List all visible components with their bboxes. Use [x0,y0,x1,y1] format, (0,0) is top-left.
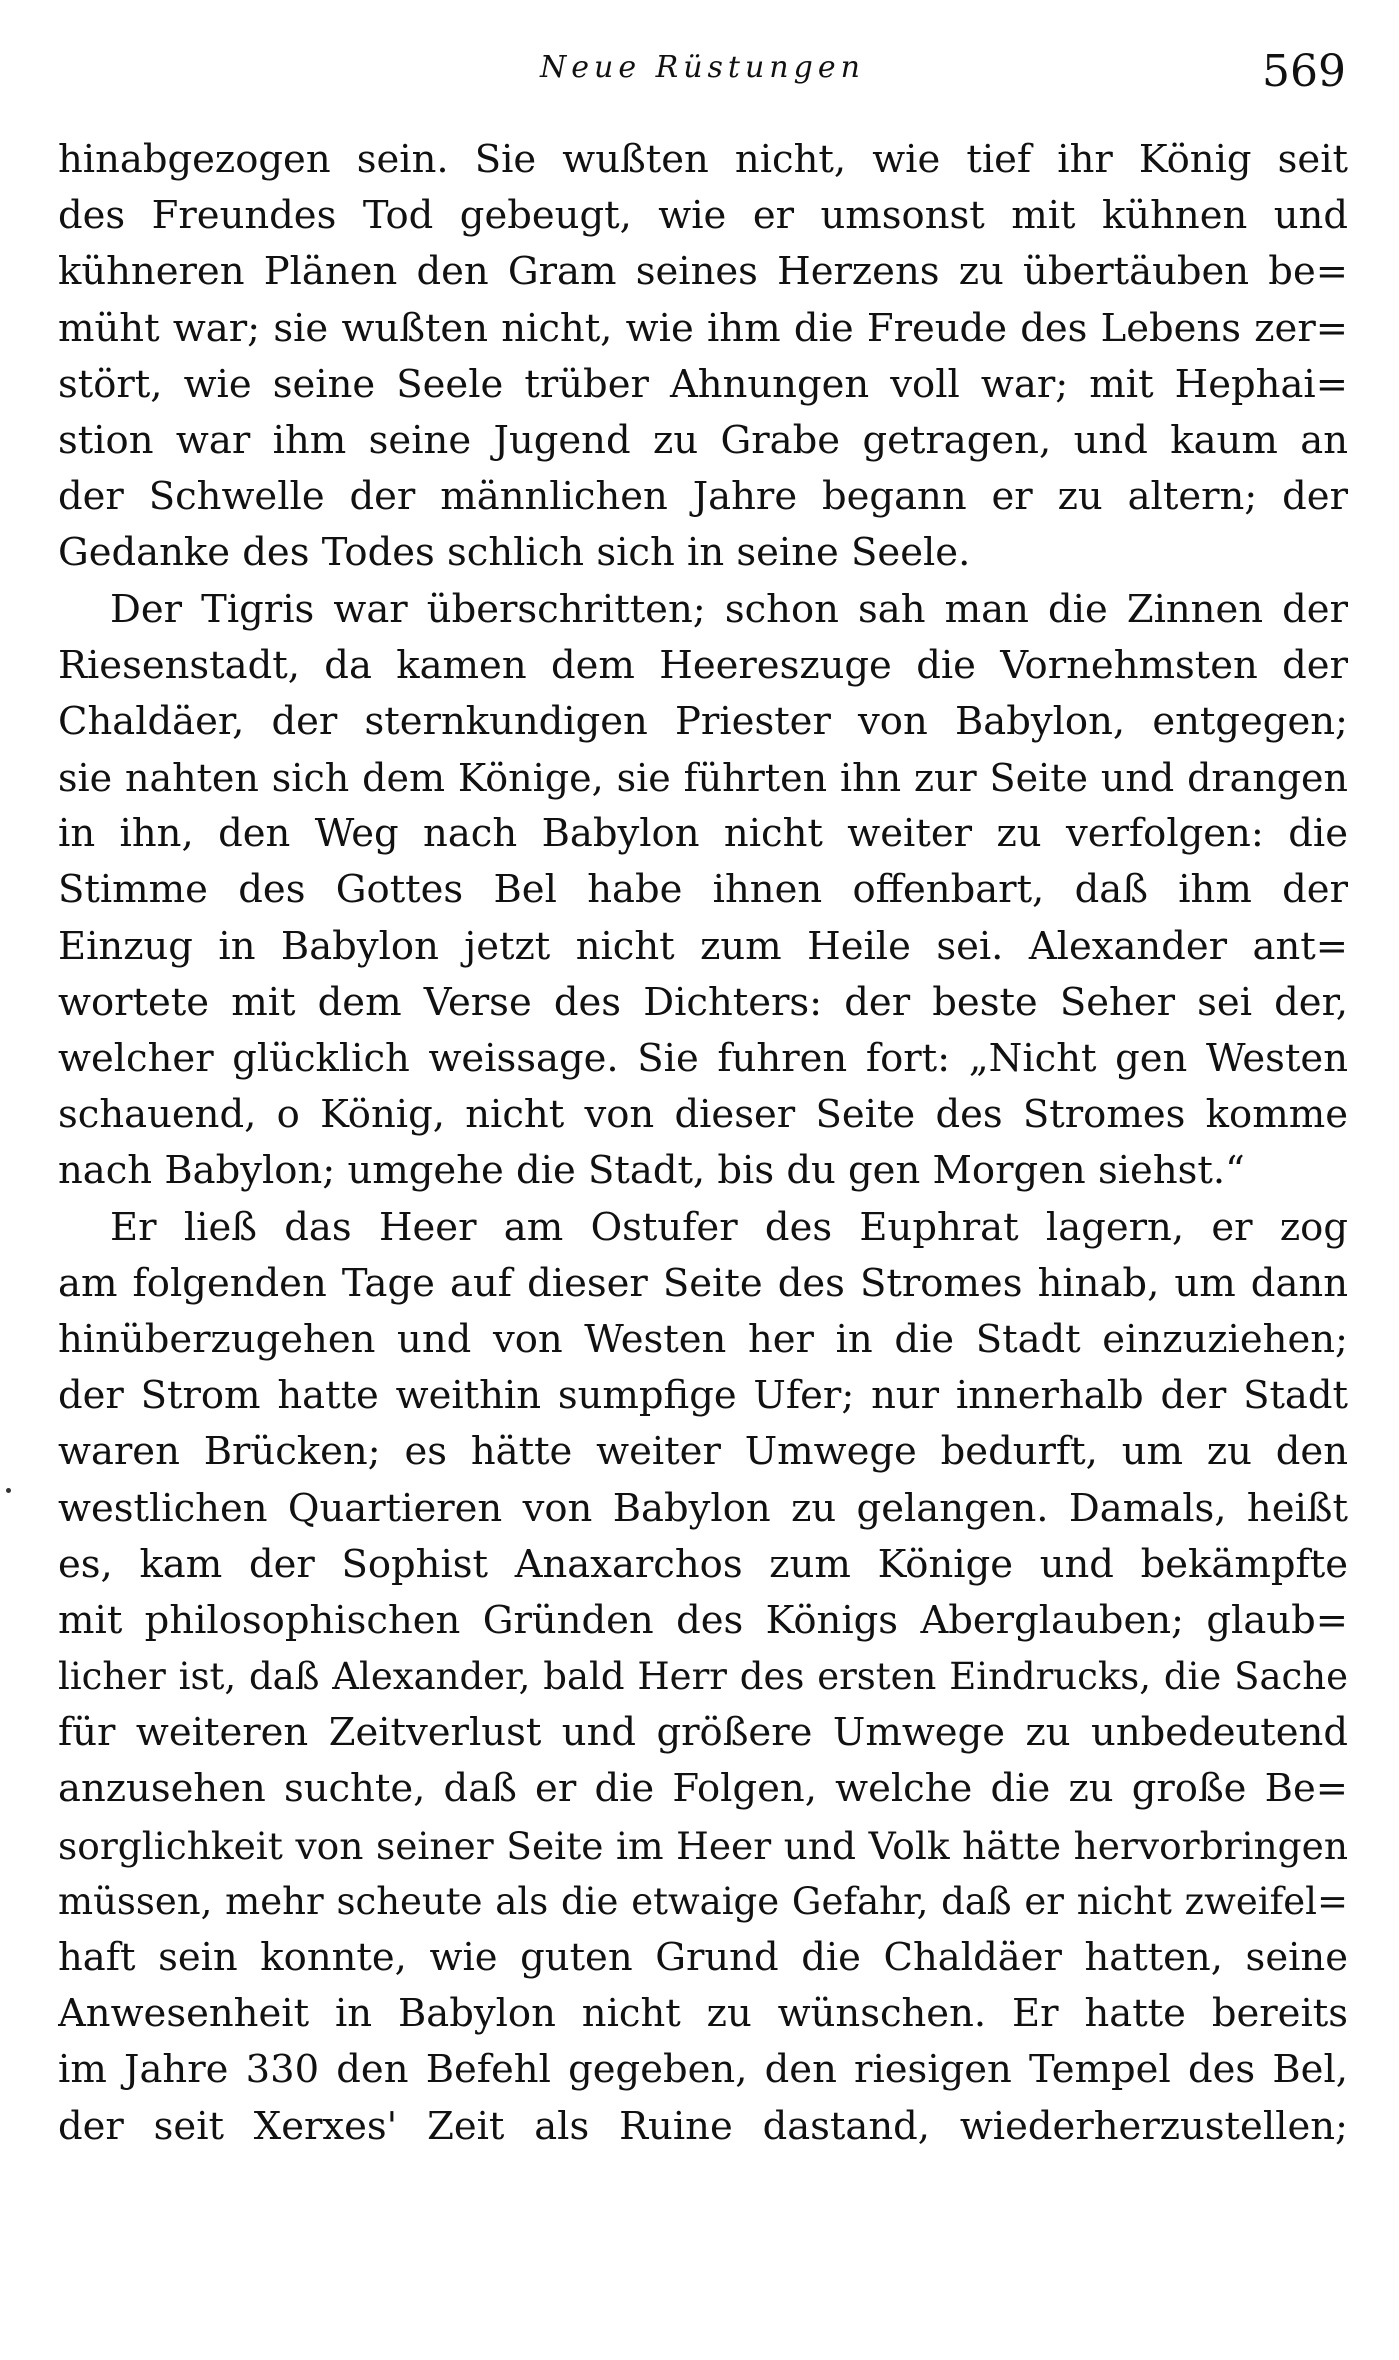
text-line: Stimme des Gottes Bel habe ihnen offenbart, daß ihm der [58,867,1348,913]
text-line: für weiteren Zeitverlust und größere Umwege zu unbedeutend [58,1710,1348,1756]
text-line: Er ließ das Heer am Ostufer des Euphrat lagern, er zog [110,1204,1348,1250]
text-line: der seit Xerxes' Zeit als Ruine dastand, wiederherzustellen; [58,2103,1348,2149]
text-line: waren Brücken; es hätte weiter Umwege bedurft, um zu den [58,1429,1348,1475]
text-line: westlichen Quartieren von Babylon zu gelangen. Damals, heißt [58,1485,1348,1531]
text-line: hinüberzugehen und von Westen her in die Stadt einzuziehen; [58,1316,1348,1362]
text-line: des Freundes Tod gebeugt, wie er umsonst mit kühnen und [58,193,1348,239]
text-line: Der Tigris war überschritten; schon sah man die Zinnen der [110,586,1348,632]
text-line: welcher glücklich weissage. Sie fuhren fort: „Nicht gen Westen [58,1036,1348,1081]
text-line: Riesenstadt, da kamen dem Heereszuge die Vornehmsten der [58,642,1348,688]
text-line: der Schwelle der männlichen Jahre begann er zu altern; der [58,474,1348,520]
running-title: Neue Rüstungen [540,50,865,85]
text-line: wortete mit dem Verse des Dichters: der beste Seher sei der, [58,979,1348,1025]
text-line: in ihn, den Weg nach Babylon nicht weiter zu verfolgen: die [58,811,1348,857]
text-line: schauend, o König, nicht von dieser Seite des Stromes komme [58,1092,1348,1138]
text-line: nach Babylon; umgehe die Stadt, bis du gen Morgen siehst.“ [58,1148,1245,1194]
text-line: haft sein konnte, wie guten Grund die Chaldäer hatten, seine [58,1935,1348,1980]
text-line: Einzug in Babylon jetzt nicht zum Heile sei. Alexander ant= [58,923,1348,969]
text-line: mit philosophischen Gründen des Königs Aberglauben; glaub= [58,1597,1348,1643]
text-line: sie nahten sich dem Könige, sie führten ihn zur Seite und drangen [58,756,1348,801]
text-line: am folgenden Tage auf dieser Seite des Stromes hinab, um dann [58,1260,1348,1306]
text-line: Anwesenheit in Babylon nicht zu wünschen. Er hatte bereits [58,1991,1348,2037]
text-line: müssen, mehr scheute als die etwaige Gefahr, daß er nicht zweifel= [58,1879,1348,1923]
text-line: im Jahre 330 den Befehl gegeben, den riesigen Tempel des Bel, [58,2047,1348,2093]
text-line: Chaldäer, der sternkundigen Priester von Babylon, entgegen; [58,698,1348,744]
text-line: müht war; sie wußten nicht, wie ihm die Freude des Lebens zer= [58,305,1348,351]
text-line: stört, wie seine Seele trüber Ahnungen voll war; mit Hephai= [58,361,1348,407]
text-line: licher ist, daß Alexander, bald Herr des ersten Eindrucks, die Sache [58,1655,1348,1699]
text-line: hinabgezogen sein. Sie wußten nicht, wie tief ihr König seit [58,137,1348,182]
page-number: 569 [1262,46,1346,97]
text-line: Gedanke des Todes schlich sich in seine Seele. [58,530,971,576]
text-line: kühneren Plänen den Gram seines Herzens zu übertäuben be= [58,249,1348,295]
text-line: anzusehen suchte, daß er die Folgen, welche die zu große Be= [58,1766,1348,1812]
body-text [58,132,1348,2155]
text-line: sorglichkeit von seiner Seite im Heer und Volk hätte hervorbringen [58,1823,1348,1868]
text-line: stion war ihm seine Jugend zu Grabe getragen, und kaum an [58,417,1348,463]
text-line: der Strom hatte weithin sumpfige Ufer; nur innerhalb der Stadt [58,1373,1348,1419]
page-header [0,28,1399,118]
ink-speck [6,1488,11,1493]
text-line: es, kam der Sophist Anaxarchos zum Könige und bekämpfte [58,1541,1348,1587]
